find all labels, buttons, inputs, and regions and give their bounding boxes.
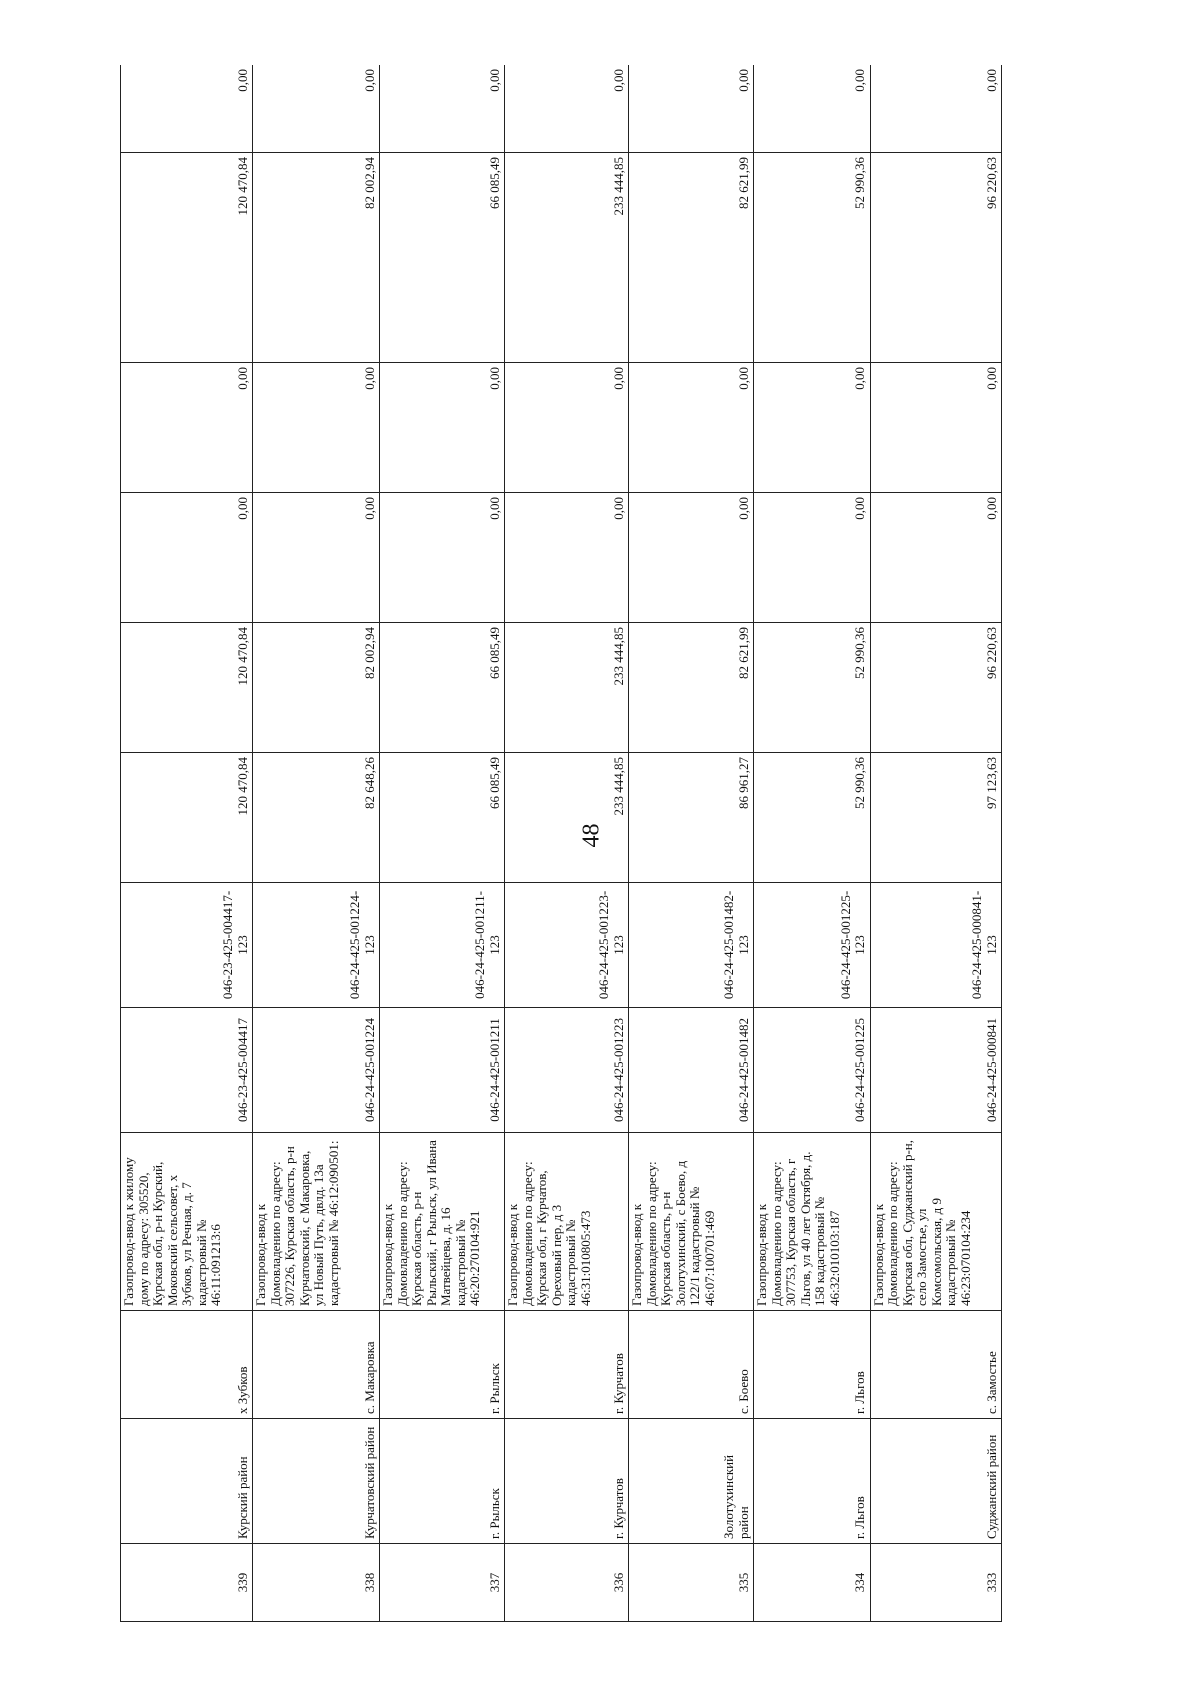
registry-table-area bbox=[120, 65, 1002, 1622]
cell-district: Суджанский район bbox=[870, 1419, 1001, 1544]
cell-value-3: 0,00 bbox=[121, 493, 253, 623]
cell-number: 336 bbox=[505, 1544, 629, 1622]
cell-value-6: 0,00 bbox=[121, 65, 253, 153]
cell-number: 333 bbox=[870, 1544, 1001, 1622]
cell-object-code: 046-24-425-001482 bbox=[629, 1008, 754, 1133]
cell-value-5: 96 220,63 bbox=[870, 153, 1001, 363]
cell-value-3: 0,00 bbox=[629, 493, 754, 623]
cell-value-6: 0,00 bbox=[253, 65, 380, 153]
cell-settlement: г. Рыльск bbox=[380, 1311, 505, 1419]
cell-object-code-full: 046-23-425-004417-123 bbox=[121, 883, 253, 1008]
cell-value-6: 0,00 bbox=[629, 65, 754, 153]
cell-description: Газопровод-ввод к Домовладению по адресу: 307753, Курская область, г Льгов, ул 40 лет Октября, д. 158 кадастровый № 46:32:010103:187 bbox=[754, 1133, 870, 1311]
cell-value-3: 0,00 bbox=[380, 493, 505, 623]
cell-description: Газопровод-ввод к Домовладению по адресу: Курская обл, г Курчатов, Ореховый пер, д 3 кадастровый № 46:31:010805:473 bbox=[505, 1133, 629, 1311]
cell-value-5: 82 621,99 bbox=[629, 153, 754, 363]
cell-object-code-full: 046-24-425-000841-123 bbox=[870, 883, 1001, 1008]
cell-value-2: 82 002,94 bbox=[253, 623, 380, 753]
cell-description: Газопровод-ввод к Домовладению по адресу: Курская область, р-н Рыльский, г Рыльск, ул Ивана Матвейцева, д. 16 кадастровый № 46:20:270104:921 bbox=[380, 1133, 505, 1311]
table-row bbox=[629, 65, 754, 1622]
cell-district: г. Рыльск bbox=[380, 1419, 505, 1544]
cell-value-1: 82 648,26 bbox=[253, 753, 380, 883]
cell-value-2: 52 990,36 bbox=[754, 623, 870, 753]
cell-value-1: 233 444,85 bbox=[505, 753, 629, 883]
cell-settlement: г. Льгов bbox=[754, 1311, 870, 1419]
cell-settlement: с. Макаровка bbox=[253, 1311, 380, 1419]
cell-value-5: 233 444,85 bbox=[505, 153, 629, 363]
registry-table bbox=[120, 65, 1002, 1622]
cell-object-code: 046-24-425-001224 bbox=[253, 1008, 380, 1133]
cell-settlement: г. Курчатов bbox=[505, 1311, 629, 1419]
cell-object-code: 046-24-425-001225 bbox=[754, 1008, 870, 1133]
cell-value-2: 66 085,49 bbox=[380, 623, 505, 753]
cell-value-1: 52 990,36 bbox=[754, 753, 870, 883]
cell-value-6: 0,00 bbox=[505, 65, 629, 153]
cell-value-5: 82 002,94 bbox=[253, 153, 380, 363]
cell-object-code-full: 046-24-425-001224-123 bbox=[253, 883, 380, 1008]
cell-settlement: с. Замостье bbox=[870, 1311, 1001, 1419]
cell-object-code-full: 046-24-425-001482-123 bbox=[629, 883, 754, 1008]
cell-object-code: 046-24-425-001211 bbox=[380, 1008, 505, 1133]
cell-number: 337 bbox=[380, 1544, 505, 1622]
cell-value-4: 0,00 bbox=[629, 363, 754, 493]
table-row bbox=[754, 65, 870, 1622]
cell-object-code: 046-24-425-001223 bbox=[505, 1008, 629, 1133]
cell-value-4: 0,00 bbox=[253, 363, 380, 493]
cell-district: г. Курчатов bbox=[505, 1419, 629, 1544]
cell-value-2: 96 220,63 bbox=[870, 623, 1001, 753]
cell-description: Газопровод-ввод к Домовладению по адресу: Курская область, р-н Золотухинский, с Боево, д 122/1 кадастровый № 46:07:100701:469 bbox=[629, 1133, 754, 1311]
cell-object-code-full: 046-24-425-001223-123 bbox=[505, 883, 629, 1008]
cell-description: Газопровод-ввод к жилому дому по адресу: 305520, Курская обл, р-н Курский, Моковский сельсовет, х Зубков, ул Речная, д. 7 кадастровый № 46:11:091213:6 bbox=[121, 1133, 253, 1311]
cell-value-6: 0,00 bbox=[870, 65, 1001, 153]
cell-settlement: с. Боево bbox=[629, 1311, 754, 1419]
table-row bbox=[253, 65, 380, 1622]
cell-value-3: 0,00 bbox=[505, 493, 629, 623]
cell-value-2: 233 444,85 bbox=[505, 623, 629, 753]
rotated-table-container bbox=[120, 65, 1002, 1622]
cell-value-1: 120 470,84 bbox=[121, 753, 253, 883]
cell-value-5: 66 085,49 bbox=[380, 153, 505, 363]
cell-object-code: 046-24-425-000841 bbox=[870, 1008, 1001, 1133]
cell-value-4: 0,00 bbox=[380, 363, 505, 493]
cell-value-6: 0,00 bbox=[754, 65, 870, 153]
cell-district: Золотухинский район bbox=[629, 1419, 754, 1544]
cell-value-5: 120 470,84 bbox=[121, 153, 253, 363]
cell-value-3: 0,00 bbox=[253, 493, 380, 623]
table-row bbox=[121, 65, 253, 1622]
cell-object-code: 046-23-425-004417 bbox=[121, 1008, 253, 1133]
cell-value-1: 66 085,49 bbox=[380, 753, 505, 883]
cell-number: 338 bbox=[253, 1544, 380, 1622]
cell-description: Газопровод-ввод к Домовладению по адресу: 307226, Курская область, р-н Курчатовский, с Макаровка, ул Новый Путь, двлд. 13а кадастровый № 46:12:090501: bbox=[253, 1133, 380, 1311]
cell-value-2: 82 621,99 bbox=[629, 623, 754, 753]
cell-object-code-full: 046-24-425-001211-123 bbox=[380, 883, 505, 1008]
cell-description: Газопровод-ввод к Домовладению по адресу: Курская обл, Суджанский р-н, село Замостье, ул Комсомольская, д 9 кадастровый № 46:23:070104:234 bbox=[870, 1133, 1001, 1311]
cell-value-3: 0,00 bbox=[754, 493, 870, 623]
cell-value-5: 52 990,36 bbox=[754, 153, 870, 363]
table-row bbox=[870, 65, 1001, 1622]
cell-district: г. Льгов bbox=[754, 1419, 870, 1544]
cell-value-1: 97 123,63 bbox=[870, 753, 1001, 883]
cell-value-4: 0,00 bbox=[121, 363, 253, 493]
cell-settlement: х Зубков bbox=[121, 1311, 253, 1419]
cell-value-4: 0,00 bbox=[870, 363, 1001, 493]
cell-district: Курский район bbox=[121, 1419, 253, 1544]
cell-value-1: 86 961,27 bbox=[629, 753, 754, 883]
cell-value-2: 120 470,84 bbox=[121, 623, 253, 753]
table-row bbox=[505, 65, 629, 1622]
cell-number: 335 bbox=[629, 1544, 754, 1622]
cell-district: Курчатовский район bbox=[253, 1419, 380, 1544]
cell-value-4: 0,00 bbox=[505, 363, 629, 493]
table-row bbox=[380, 65, 505, 1622]
cell-value-6: 0,00 bbox=[380, 65, 505, 153]
cell-value-3: 0,00 bbox=[870, 493, 1001, 623]
cell-number: 339 bbox=[121, 1544, 253, 1622]
page-number-text: 48 bbox=[578, 823, 605, 847]
cell-number: 334 bbox=[754, 1544, 870, 1622]
cell-object-code-full: 046-24-425-001225-123 bbox=[754, 883, 870, 1008]
cell-value-4: 0,00 bbox=[754, 363, 870, 493]
